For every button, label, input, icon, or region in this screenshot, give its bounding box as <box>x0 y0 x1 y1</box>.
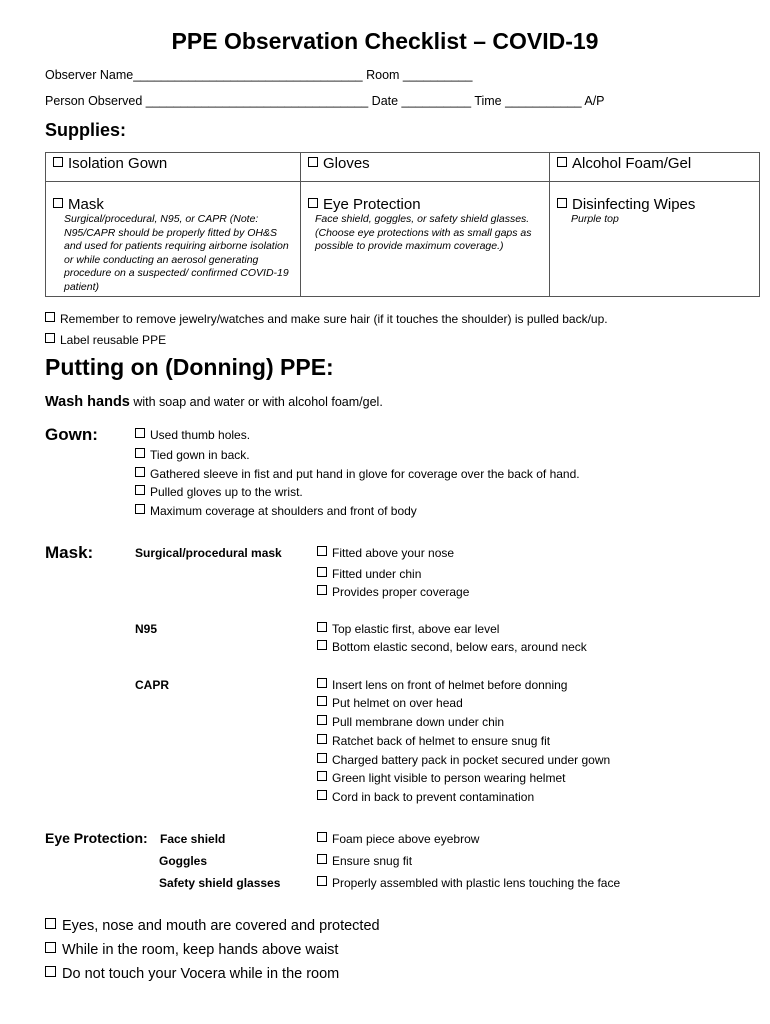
item-text: Charged battery pack in pocket secured under gown <box>332 753 611 767</box>
eye-item <box>317 832 479 846</box>
checkbox-icon[interactable] <box>317 715 327 725</box>
checkbox-icon[interactable] <box>135 448 145 458</box>
checkbox-icon[interactable] <box>317 876 327 886</box>
final-check <box>45 918 380 934</box>
item-text: Top elastic first, above ear level <box>332 622 500 636</box>
final-check <box>45 942 338 958</box>
item-text: Put helmet on over head <box>332 696 463 710</box>
final-check <box>45 966 339 982</box>
supply-note: Face shield, goggles, or safety shield glasses. (Choose eye protections with as small gaps as possible to provide maximum coverage.) <box>315 213 532 252</box>
supply-mask <box>46 182 301 297</box>
checkbox-icon[interactable] <box>53 198 63 208</box>
checkbox-icon[interactable] <box>135 485 145 495</box>
checkbox-icon[interactable] <box>45 312 55 322</box>
supply-isolation-gown <box>46 153 301 182</box>
mask-item <box>317 790 534 804</box>
checkbox-icon[interactable] <box>317 622 327 632</box>
item-text: While in the room, keep hands above waist <box>62 942 339 958</box>
gown-item <box>135 485 303 499</box>
mask-type-n95: N95 <box>135 622 158 636</box>
eye-type: Goggles <box>159 854 208 868</box>
checkbox-icon[interactable] <box>317 734 327 744</box>
checkbox-icon[interactable] <box>317 678 327 688</box>
mask-item <box>317 585 469 599</box>
item-text: Provides proper coverage <box>332 585 470 599</box>
eye-type: Face shield <box>160 832 226 846</box>
gown-item <box>135 467 580 481</box>
gown-item <box>135 504 417 518</box>
reminder-text: Label reusable PPE <box>60 333 167 347</box>
mask-item <box>317 546 454 560</box>
item-text: Maximum coverage at shoulders and front of body <box>150 504 417 518</box>
supply-gloves <box>301 153 550 182</box>
mask-item <box>317 567 421 581</box>
supply-label: Eye Protection <box>323 196 421 213</box>
mask-item <box>317 678 567 692</box>
mask-item <box>317 622 499 636</box>
item-text: Fitted above your nose <box>332 546 455 560</box>
supply-label: Gloves <box>323 155 370 172</box>
checkbox-icon[interactable] <box>317 696 327 706</box>
item-text: Pulled gloves up to the wrist. <box>150 485 303 499</box>
observer-room-line: Observer Name_________________________________ Room __________ <box>45 68 473 82</box>
eye-item <box>317 854 412 868</box>
supplies-table <box>45 152 760 297</box>
reminder-text: Remember to remove jewelry/watches and make sure hair (if it touches the shoulder) is pulled back/up. <box>60 312 608 326</box>
mask-item <box>317 715 504 729</box>
checkbox-icon[interactable] <box>317 854 327 864</box>
supply-label: Disinfecting Wipes <box>572 196 696 213</box>
supply-alcohol-foam <box>550 153 760 182</box>
supply-eye-protection <box>301 182 550 297</box>
item-text: Insert lens on front of helmet before donning <box>332 678 568 692</box>
item-text: Properly assembled with plastic lens touching the face <box>332 876 621 890</box>
checkbox-icon[interactable] <box>308 157 318 167</box>
checkbox-icon[interactable] <box>317 640 327 650</box>
wash-hands-line <box>45 394 383 410</box>
checkbox-icon[interactable] <box>45 942 56 953</box>
checkbox-icon[interactable] <box>135 504 145 514</box>
supply-disinfecting-wipes <box>550 182 760 297</box>
gown-item <box>135 448 250 462</box>
item-text: Green light visible to person wearing helmet <box>332 771 566 785</box>
checkbox-icon[interactable] <box>317 832 327 842</box>
mask-item <box>317 696 463 710</box>
supply-label: Isolation Gown <box>68 155 168 172</box>
mask-type-surgical: Surgical/procedural mask <box>135 546 282 560</box>
item-text: Fitted under chin <box>332 567 422 581</box>
item-text: Used thumb holes. <box>150 428 251 442</box>
checkbox-icon[interactable] <box>317 567 327 577</box>
checkbox-icon[interactable] <box>557 198 567 208</box>
checkbox-icon[interactable] <box>135 428 145 438</box>
reminder-label-ppe <box>45 333 166 347</box>
mask-item <box>317 640 587 654</box>
checkbox-icon[interactable] <box>317 753 327 763</box>
page-title: PPE Observation Checklist – COVID-19 <box>171 28 599 54</box>
wash-hands-bold: Wash hands <box>45 394 130 410</box>
item-text: Bottom elastic second, below ears, around neck <box>332 640 587 654</box>
mask-type-capr: CAPR <box>135 678 170 692</box>
checkbox-icon[interactable] <box>135 467 145 477</box>
supply-label: Mask <box>68 196 104 213</box>
checkbox-icon[interactable] <box>45 918 56 929</box>
eye-type: Safety shield glasses <box>159 876 281 890</box>
item-text: Ensure snug fit <box>332 854 413 868</box>
mask-item <box>317 771 565 785</box>
supply-note: Purple top <box>571 213 619 225</box>
supply-note: Surgical/procedural, N95, or CAPR (Note: N95/CAPR should be properly fitted by OH&S and used for patients requiring airborne isolation or while conducting an aerosol generating procedure on a suspected/ confirmed COVID-19 patient) <box>64 213 289 293</box>
checkbox-icon[interactable] <box>317 771 327 781</box>
reminder-jewelry <box>45 312 608 326</box>
mask-label: Mask: <box>45 543 94 562</box>
checkbox-icon[interactable] <box>317 585 327 595</box>
gown-label: Gown: <box>45 425 98 444</box>
gown-item <box>135 428 250 442</box>
mask-item <box>317 734 550 748</box>
checkbox-icon[interactable] <box>317 546 327 556</box>
donning-heading: Putting on (Donning) PPE: <box>45 354 334 380</box>
checkbox-icon[interactable] <box>45 333 55 343</box>
item-text: Tied gown in back. <box>150 448 250 462</box>
checkbox-icon[interactable] <box>308 198 318 208</box>
person-date-time-line: Person Observed ________________________________ Date __________ Time ___________ A/P <box>45 94 605 108</box>
item-text: Gathered sleeve in fist and put hand in glove for coverage over the back of hand. <box>150 467 580 481</box>
item-text: Ratchet back of helmet to ensure snug fit <box>332 734 551 748</box>
item-text: Foam piece above eyebrow <box>332 832 480 846</box>
item-text: Eyes, nose and mouth are covered and protected <box>62 918 380 934</box>
checkbox-icon[interactable] <box>557 157 567 167</box>
item-text: Do not touch your Vocera while in the room <box>62 966 340 982</box>
supplies-heading: Supplies: <box>45 120 127 140</box>
item-text: Cord in back to prevent contamination <box>332 790 535 804</box>
checkbox-icon[interactable] <box>53 157 63 167</box>
checkbox-icon[interactable] <box>317 790 327 800</box>
checkbox-icon[interactable] <box>45 966 56 977</box>
eye-item <box>317 876 620 890</box>
supply-label: Alcohol Foam/Gel <box>572 155 692 172</box>
item-text: Pull membrane down under chin <box>332 715 505 729</box>
mask-item <box>317 753 610 767</box>
wash-hands-rest: with soap and water or with alcohol foam/gel. <box>129 395 383 409</box>
eye-protection-label: Eye Protection: <box>45 830 148 846</box>
